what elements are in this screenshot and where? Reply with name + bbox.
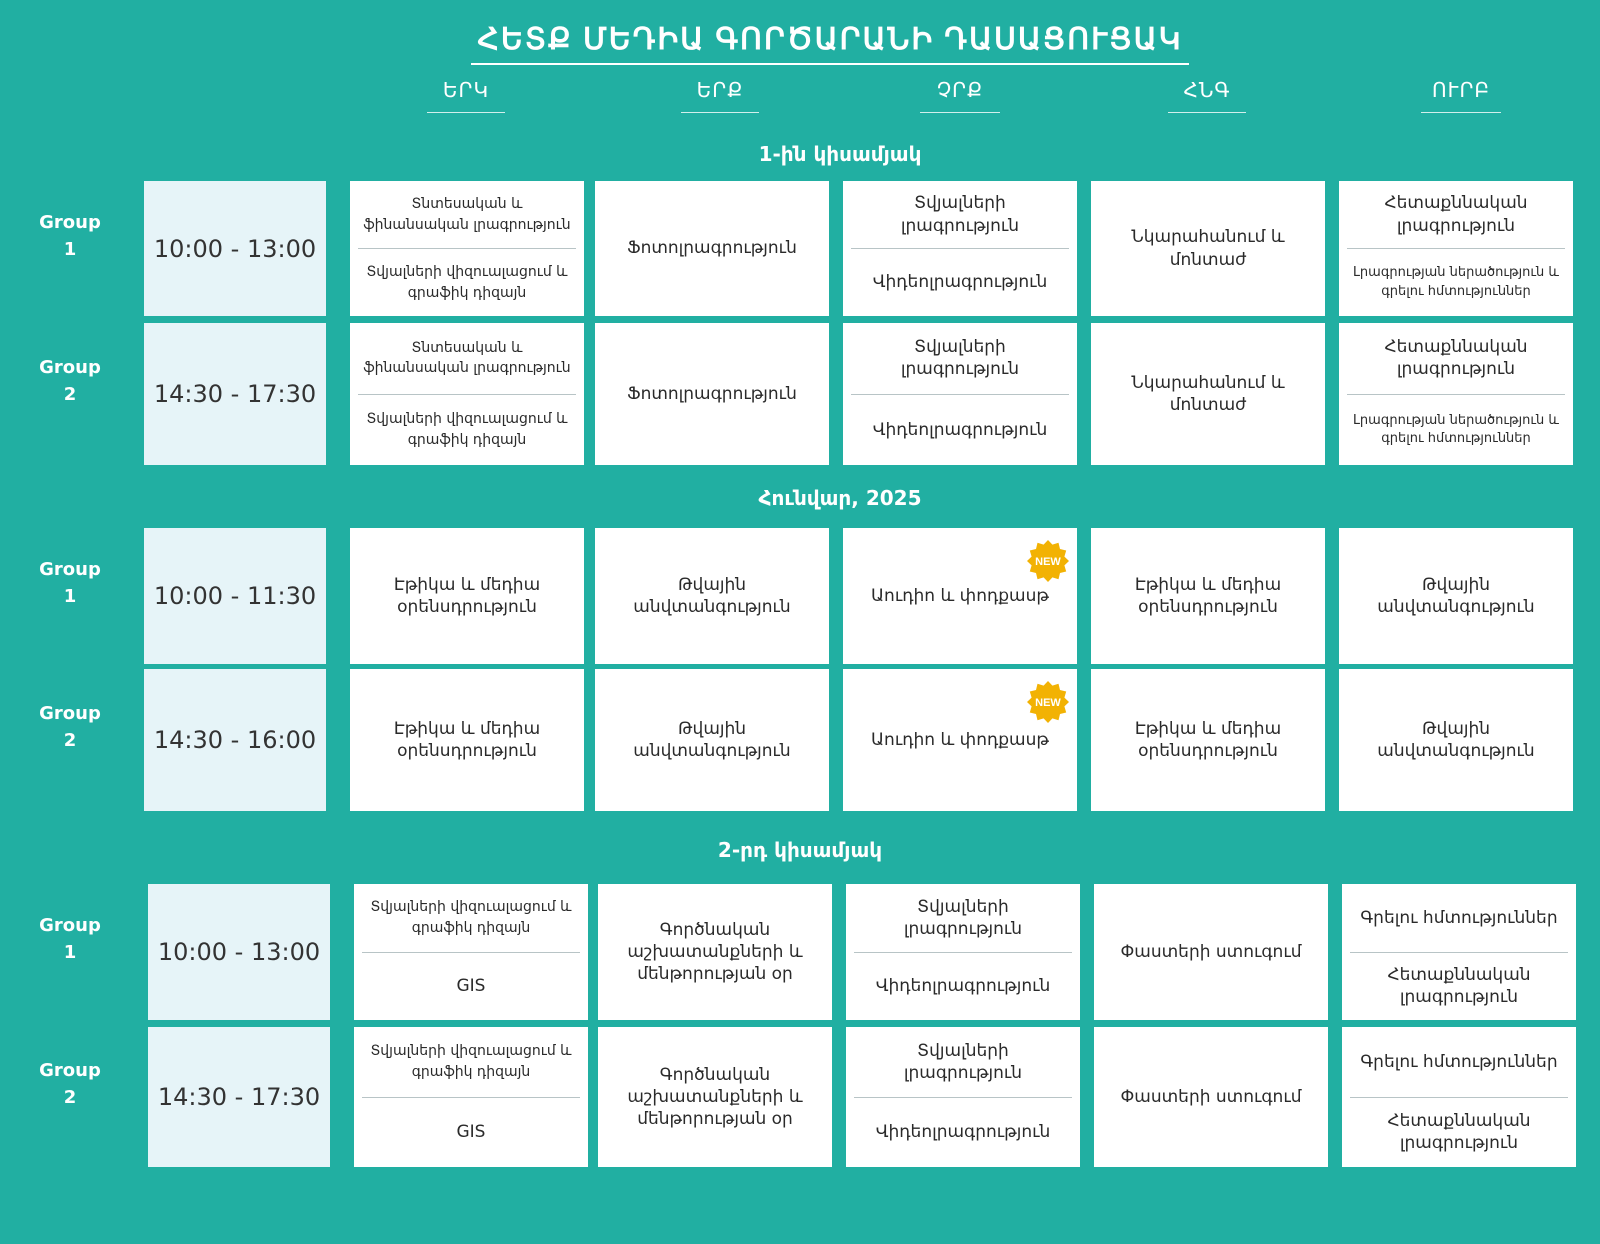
course-cell[interactable] [843,181,1077,316]
course-name: Տվյալների վիզուալացում և գրաֆիկ դիզայն [370,899,572,936]
course-cell[interactable] [843,323,1077,465]
course-cell[interactable] [1339,181,1573,316]
course-name: Տվյալների լրագրություն [903,1040,1023,1083]
course-name: Թվային անվտանգություն [633,718,791,761]
course-cell[interactable] [843,528,1077,664]
course-cell[interactable] [595,323,829,465]
group-label: Group 1 [39,211,101,260]
section-title-semester-1: 1-ին կիսամյակ [758,142,922,166]
course-name: Նկարահանում և մոնտաժ [1131,372,1285,415]
course-name: Հետաքննական լրագրություն [1384,337,1528,380]
new-badge-label: NEW [1035,697,1061,709]
page-title [0,22,1600,65]
time-slot: 10:00 - 13:00 [144,181,326,316]
course-name: Փաստերի ստուգում [1120,941,1302,962]
course-cell[interactable] [1091,181,1325,316]
day-header-tue: ԵՐՔ [681,78,759,113]
course-cell[interactable] [1094,884,1328,1020]
course-cell[interactable] [354,884,588,1020]
course-name: Փաստերի ստուգում [1120,1086,1302,1107]
course-name: Գործնական աշխատանքների և մենթորության օր [627,1064,803,1130]
course-name: Թվային անվտանգություն [1377,718,1535,761]
course-name: Տվյալների վիզուալացում և գրաֆիկ դիզայն [358,394,576,466]
group-label: Group 1 [39,915,101,963]
course-cell[interactable] [598,884,832,1020]
course-cell[interactable] [350,528,584,664]
course-name: Տվյալների վիզուալացում և գրաֆիկ դիզայն [370,1043,572,1080]
course-name: Գրելու հմտություններ [1360,1051,1558,1072]
day-header-fri: ՈՒՐԲ [1421,78,1501,113]
course-name: Գրելու հմտություններ [1360,907,1558,928]
time-slot: 14:30 - 17:30 [144,323,326,465]
course-name: Լրագրության ներածություն և գրելու հմտություններ [1347,248,1565,316]
day-header-wed: ՉՐՔ [920,78,1000,113]
course-cell[interactable] [843,669,1077,811]
course-name: Հետաքննական լրագրություն [1350,952,1568,1021]
course-name: Տնտեսական և ֆինանսական լրագրություն [363,196,571,233]
course-name: Հետաքննական լրագրություն [1350,1097,1568,1168]
page-title-text: ՀԵՏՔ ՄԵԴԻԱ ԳՈՐԾԱՐԱՆԻ ԴԱՍԱՑՈՒՑԱԿ [471,22,1188,65]
course-name: Էթիկա և մեդիա օրենսդրություն [1134,718,1282,761]
course-name: Տվյալների լրագրություն [900,337,1020,380]
course-name: Էթիկա և մեդիա օրենսդրություն [1134,574,1282,617]
group-label: Group 2 [39,1060,101,1108]
course-name: Էթիկա և մեդիա օրենսդրություն [393,574,541,617]
time-slot: 10:00 - 11:30 [144,528,326,664]
course-name: Թվային անվտանգություն [633,574,791,617]
course-cell[interactable] [1339,669,1573,811]
day-header-thu: ՀՆԳ [1168,78,1246,113]
course-name: Ֆոտոլրագրություն [627,383,797,404]
course-cell[interactable] [1091,528,1325,664]
time-slot: 14:30 - 16:00 [144,669,326,811]
course-name: Տվյալների լրագրություն [903,896,1023,939]
course-cell[interactable] [846,1027,1080,1167]
course-cell[interactable] [350,669,584,811]
course-name: Հետաքննական լրագրություն [1384,193,1528,236]
course-name: Վիդեոլրագրություն [851,394,1069,466]
course-name: Թվային անվտանգություն [1377,574,1535,617]
course-name: Աուդիո և փոդքասթ [871,585,1049,606]
course-cell[interactable] [1094,1027,1328,1167]
new-badge-icon [1027,681,1069,723]
course-name: Գործնական աշխատանքների և մենթորության օր [627,919,803,985]
course-name: Վիդեոլրագրություն [851,248,1069,316]
section-title-semester-2: 2-րդ կիսամյակ [717,838,883,862]
group-label: Group 2 [39,357,101,405]
course-cell[interactable] [1342,884,1576,1020]
course-name: Տվյալների լրագրություն [900,193,1020,236]
course-name: GIS [362,952,580,1021]
course-cell[interactable] [595,528,829,664]
new-badge-label: NEW [1035,556,1061,568]
course-cell[interactable] [595,181,829,316]
section-title-january: Հունվար, 2025 [758,486,922,510]
course-cell[interactable] [350,181,584,316]
course-name: Լրագրության ներածություն և գրելու հմտություններ [1347,394,1565,466]
course-name: Վիդեոլրագրություն [854,1097,1072,1168]
course-name: Վիդեոլրագրություն [854,952,1072,1021]
course-cell[interactable] [595,669,829,811]
course-cell[interactable] [1091,669,1325,811]
course-cell[interactable] [846,884,1080,1020]
group-label: Group 2 [39,703,101,751]
day-header-mon: ԵՐԿ [427,78,505,113]
course-cell[interactable] [350,323,584,465]
course-cell[interactable] [1091,323,1325,465]
course-name: Նկարահանում և մոնտաժ [1131,227,1285,270]
course-cell[interactable] [354,1027,588,1167]
course-name: Տվյալների վիզուալացում և գրաֆիկ դիզայն [358,248,576,316]
course-cell[interactable] [1339,323,1573,465]
new-badge-icon [1027,540,1069,582]
course-cell[interactable] [598,1027,832,1167]
group-label: Group 1 [39,559,101,607]
course-name: GIS [362,1097,580,1168]
time-slot: 14:30 - 17:30 [148,1027,330,1167]
time-slot: 10:00 - 13:00 [148,884,330,1020]
course-name: Էթիկա և մեդիա օրենսդրություն [393,718,541,761]
course-cell[interactable] [1339,528,1573,664]
course-name: Տնտեսական և ֆինանսական լրագրություն [363,339,571,377]
course-name: Ֆոտոլրագրություն [627,238,797,259]
course-cell[interactable] [1342,1027,1576,1167]
course-name: Աուդիո և փոդքասթ [871,729,1049,750]
